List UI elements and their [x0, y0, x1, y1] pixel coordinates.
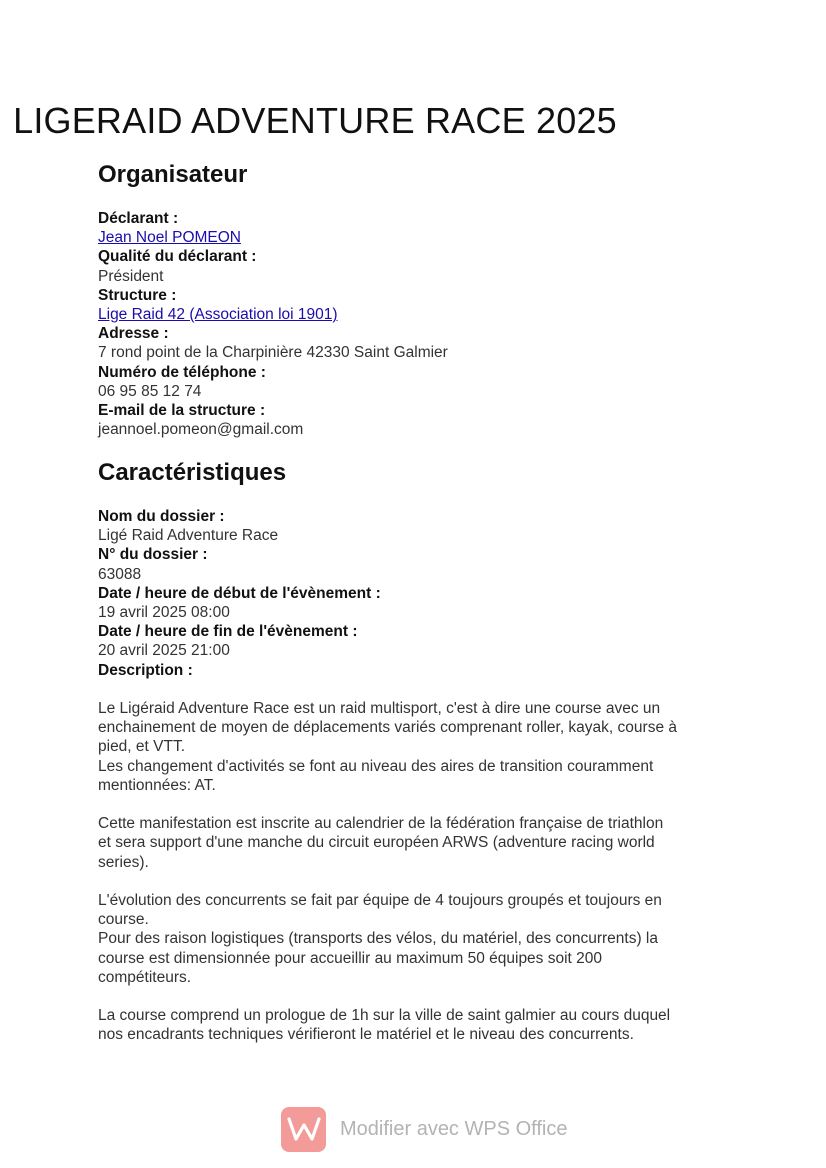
qualite-value: Président	[98, 267, 164, 285]
telephone-value: 06 95 85 12 74	[98, 382, 202, 400]
description-paragraph	[98, 891, 728, 987]
description-paragraph	[98, 814, 728, 872]
numero-dossier-label: N° du dossier :	[98, 546, 208, 564]
adresse-value: 7 rond point de la Charpinière 42330 Saint Galmier	[98, 344, 448, 362]
description-label: Description :	[98, 661, 193, 679]
telephone-label: Numéro de téléphone :	[98, 363, 266, 381]
caracteristiques-fields	[98, 507, 728, 680]
date-debut-label: Date / heure de début de l'évènement :	[98, 584, 381, 602]
description-line: La course comprend un prologue de 1h sur la ville de saint galmier au cours duquel	[98, 1007, 671, 1025]
description-line: Les changement d'activités se font au niveau des aires de transition couramment	[98, 757, 654, 775]
description-line: L'évolution des concurrents se fait par équipe de 4 toujours groupés et toujours en	[98, 892, 662, 909]
description-line: pied, et VTT.	[98, 738, 186, 756]
section-heading-caracteristiques: Caractéristiques	[98, 459, 287, 486]
document-title: LIGERAID ADVENTURE RACE 2025	[13, 100, 617, 141]
description-line: course est dimensionnée pour accueillir au maximum 50 équipes soit 200	[98, 949, 603, 967]
structure-label: Structure :	[98, 286, 177, 304]
section-heading-organisateur: Organisateur	[98, 161, 248, 188]
description-line: course.	[98, 911, 149, 929]
qualite-label: Qualité du déclarant :	[98, 248, 257, 266]
structure-link[interactable]: Lige Raid 42 (Association loi 1901)	[98, 306, 338, 324]
wps-office-icon	[281, 1107, 326, 1152]
description-paragraph	[98, 1006, 728, 1044]
description-line: nos encadrants techniques vérifieront le matériel et le niveau des concurrents.	[98, 1026, 634, 1044]
date-fin-value: 20 avril 2025 21:00	[98, 642, 230, 660]
description-line: Pour des raison logistiques (transports des vélos, du matériel, des concurrents) la	[98, 930, 658, 948]
description-line: enchainement de moyen de déplacements variés comprenant roller, kayak, course à	[98, 719, 677, 737]
nom-dossier-label: Nom du dossier :	[98, 508, 225, 525]
description-paragraph	[98, 699, 728, 795]
declarant-label: Déclarant :	[98, 210, 179, 227]
date-debut-value: 19 avril 2025 08:00	[98, 604, 230, 622]
wps-edit-label: Modifier avec WPS Office	[340, 1118, 568, 1140]
description-line: Cette manifestation est inscrite au calendrier de la fédération française de triathlon	[98, 815, 664, 833]
adresse-label: Adresse :	[98, 325, 169, 343]
email-label: E-mail de la structure :	[98, 402, 266, 420]
organisateur-fields	[98, 209, 728, 439]
description-line: compétiteurs.	[98, 968, 192, 986]
description-line: Le Ligéraid Adventure Race est un raid multisport, c'est à dire une course avec un	[98, 700, 661, 717]
description-line: et sera support d'une manche du circuit européen ARWS (adventure racing world	[98, 834, 655, 852]
wps-w-glyph-icon	[287, 1117, 321, 1141]
email-value: jeannoel.pomeon@gmail.com	[98, 421, 304, 439]
date-fin-label: Date / heure de fin de l'évènement :	[98, 623, 358, 641]
declarant-link[interactable]: Jean Noel POMEON	[98, 229, 241, 247]
description-text	[98, 699, 728, 1064]
wps-edit-button[interactable]	[281, 1106, 567, 1152]
description-line: mentionnées: AT.	[98, 776, 216, 794]
nom-dossier-value: Ligé Raid Adventure Race	[98, 527, 279, 545]
description-line: series).	[98, 853, 149, 871]
numero-dossier-value: 63088	[98, 565, 142, 583]
